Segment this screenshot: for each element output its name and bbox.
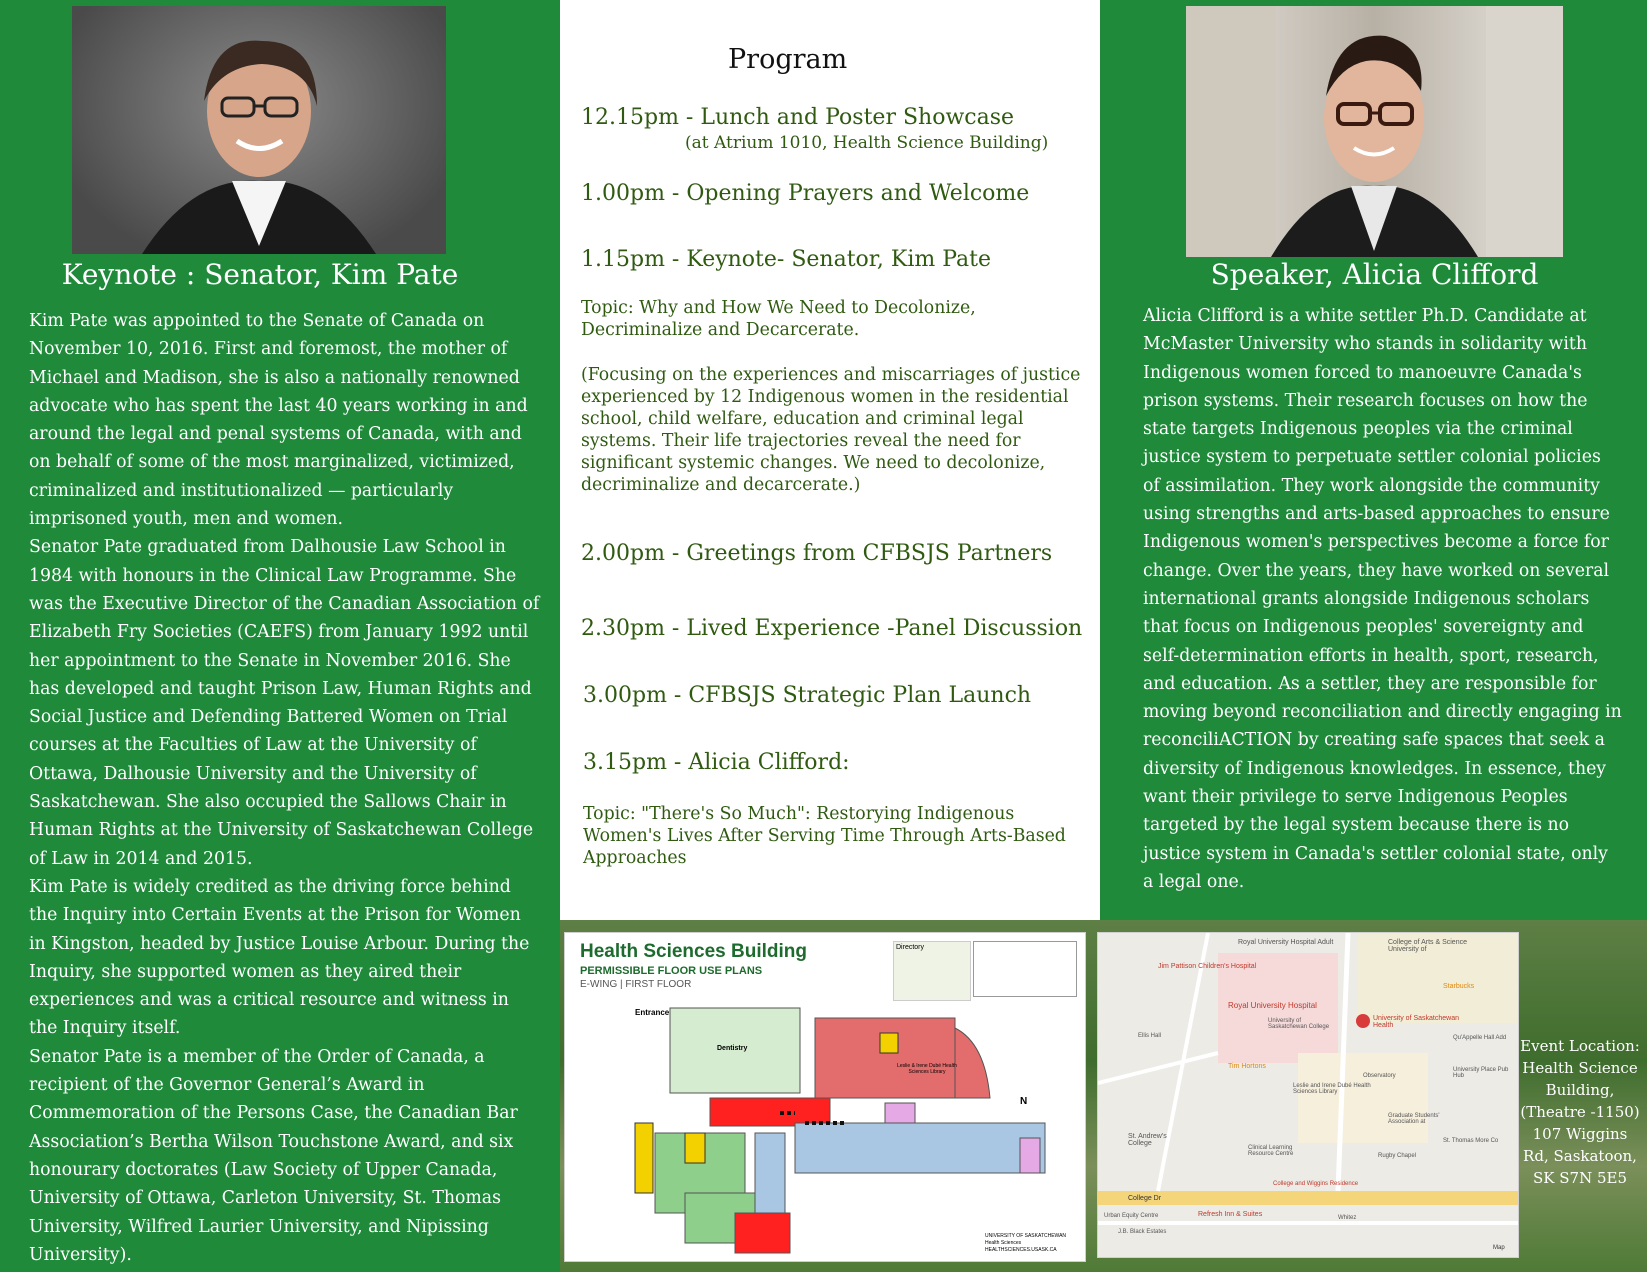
floor-map-entrance: Entrance xyxy=(635,1008,670,1017)
map-label: Tim Hortons xyxy=(1228,1063,1266,1070)
program-item-lunch-location: (at Atrium 1010, Health Science Building) xyxy=(685,133,1049,153)
floor-map-subtitle: PERMISSIBLE FLOOR USE PLANS xyxy=(580,965,763,977)
program-item-alicia: 3.15pm - Alicia Clifford: xyxy=(583,750,850,775)
map-label: St. Andrew's College xyxy=(1128,1133,1167,1147)
program-item-opening: 1.00pm - Opening Prayers and Welcome xyxy=(581,181,1030,206)
speaker-bio xyxy=(1143,302,1623,896)
program-item-keynote: 1.15pm - Keynote- Senator, Kim Pate xyxy=(581,247,992,272)
map-label: College of Arts & Science University of xyxy=(1388,939,1467,953)
floor-map-title: Health Sciences Building xyxy=(580,941,807,962)
map-label: Jim Pattison Children's Hospital xyxy=(1158,963,1257,970)
map-label: Royal University Hospital Adult xyxy=(1238,939,1334,946)
floor-map-dentistry: Dentistry xyxy=(717,1045,748,1052)
floor-map-wing: E-WING | FIRST FLOOR xyxy=(580,979,692,990)
map-label: Starbucks xyxy=(1443,983,1475,990)
map-label: College Dr xyxy=(1128,1195,1162,1202)
map-label: University Place Pub Hub xyxy=(1453,1067,1509,1079)
keynote-bio xyxy=(29,307,541,1269)
location-pin-icon xyxy=(1356,1014,1370,1028)
map-label: Urban Equity Centre xyxy=(1104,1213,1159,1219)
speaker-bio-paragraph: Alicia Clifford is a white settler Ph.D. Candidate at McMaster University who stands in solidarity with Indigenous women forced to manoeuvre Canada's prison systems. Their research focuses on how the state targets Indigenous peoples via the criminal justice system to perpetuate settler colonial policies of assimilation. They work alongside the community using strengths and arts-based approaches to ensure Indigenous women's perspectives become a force for change. Over the years, they have worked on several international grants alongside Indigenous scholars that focus on Indigenous peoples' sovereignty and self-determination efforts in health, sport, research, and education. As a settler, they are responsible for moving beyond reconciliation and directly engaging in reconciliACTION by creating safe spaces that seek a diversity of Indigenous knowledges. In essence, they want their privilege to serve Indigenous Peoples targeted by the legal system because there is no justice system in Canada's settler colonial state, only a legal one. xyxy=(1143,306,1622,892)
map-label: Ellis Hall xyxy=(1138,1033,1162,1039)
map-label: Graduate Students' Association at xyxy=(1388,1113,1440,1125)
kim-pate-photo xyxy=(72,6,446,254)
map-label: St. Thomas More Co xyxy=(1443,1138,1499,1144)
street-map xyxy=(1097,932,1519,1258)
map-label: Leslie and Irene Dubé Health Sciences Library xyxy=(1293,1083,1371,1095)
program-item-panel: 2.30pm - Lived Experience -Panel Discussion xyxy=(581,616,1083,641)
speaker-title: Speaker, Alicia Clifford xyxy=(1210,258,1539,291)
keynote-bio-paragraph: Kim Pate is widely credited as the driving force behind the Inquiry into Certain Events at the Prison for Women in Kingston, headed by Justice Louise Arbour. During the Inquiry, she supported women as they aired their experiences and was a critical resource and witness in the Inquiry itself. xyxy=(29,876,530,1039)
directory-label: Directory xyxy=(896,944,925,951)
keynote-bio-paragraph: Senator Pate is a member of the Order of Canada, a recipient of the Governor General’s Award in Commemoration of the Persons Case, the Canadian Bar Association’s Bertha Wilson Touchstone Award, and six honourary doctorates (Law Society of Upper Canada, University of Ottawa, Carleton University, St. Thomas University, Wilfred Laurier University, and Nipissing University). xyxy=(29,1046,518,1265)
street-map-drawing xyxy=(1098,933,1518,1257)
keynote-bio-paragraph: Senator Pate graduated from Dalhousie Law School in 1984 with honours in the Clinical Law Programme. She was the Executive Director of the Canadian Association of Elizabeth Fry Societies (CAEFS) from January 1992 until her appointment to the Senate in November 2016. She has developed and taught Prison Law, Human Rights and Social Justice and Defending Battered Women on Trial courses at the Faculties of Law at the University of Ottawa, Dalhousie University and the University of Saskatchewan. She also occupied the Sallows Chair in Human Rights at the University of Saskatchewan College of Law in 2014 and 2015. xyxy=(29,537,540,869)
program-item-greetings: 2.00pm - Greetings from CFBSJS Partners xyxy=(581,541,1053,566)
map-label: Rugby Chapel xyxy=(1378,1153,1417,1159)
map-label: University of Saskatchewan Health xyxy=(1373,1015,1459,1029)
program-keynote-topic: Topic: Why and How We Need to Decolonize, Decriminalize and Decarcerate. xyxy=(581,298,976,340)
map-label: Observatory xyxy=(1363,1073,1396,1079)
program-item-lunch: 12.15pm - Lunch and Poster Showcase xyxy=(581,105,1015,130)
keynote-title: Keynote : Senator, Kim Pate xyxy=(61,258,459,291)
map-label: University of Saskatchewan College xyxy=(1268,1018,1330,1030)
floor-map-library: Leslie & Irene Dubé Health Sciences Library xyxy=(897,1063,957,1075)
keynote-bio-paragraph: Kim Pate was appointed to the Senate of Canada on November 10, 2016. First and foremost, the mother of Michael and Madison, she is also a nationally renowned advocate who has spent the last 40 years working in and around the legal and penal systems of Canada, with and on behalf of some of the most marginalized, victimized, criminalized and institutionalized — particularly imprisoned youth, men and women. xyxy=(29,311,528,530)
map-label: Royal University Hospital xyxy=(1228,1001,1317,1010)
map-label: Clinical Learning Resource Centre xyxy=(1248,1145,1294,1157)
map-label: Qu'Appelle Hall Add xyxy=(1453,1035,1507,1041)
program-alicia-topic: Topic: "There's So Much": Restorying Indigenous Women's Lives After Serving Time Through Arts-Based Approaches xyxy=(583,804,1066,868)
map-label: Whitez xyxy=(1338,1215,1357,1221)
map-label: Map xyxy=(1493,1245,1505,1251)
map-label: College and Wiggins Residence xyxy=(1273,1181,1359,1187)
map-label: J.B. Black Estates xyxy=(1118,1229,1167,1235)
portrait-illustration xyxy=(72,6,446,254)
program-title: Program xyxy=(728,44,848,75)
map-label: Refresh Inn & Suites xyxy=(1198,1211,1263,1218)
event-location: Event Location: Health Science Building, (Theatre -1150) 107 Wiggins Rd, Saskatoon, SK S7N 5E5 xyxy=(1520,1037,1640,1187)
north-arrow-icon: N xyxy=(1020,1096,1028,1107)
program-item-strategic-plan: 3.00pm - CFBSJS Strategic Plan Launch xyxy=(583,683,1032,708)
alicia-clifford-photo xyxy=(1186,6,1563,257)
floor-plan-drawing xyxy=(565,933,1085,1261)
floor-map-footer: UNIVERSITY OF SASKATCHEWAN Health Sciences HEALTHSCIENCES.USASK.CA xyxy=(985,1233,1067,1253)
floor-plan-map xyxy=(564,932,1086,1262)
portrait-illustration xyxy=(1186,6,1563,257)
program-keynote-description: (Focusing on the experiences and miscarriages of justice experienced by 12 Indigenous women in the residential school, child welfare, education and criminal legal systems. Their life trajectories reveal the need for significant systemic changes. We need to decolonize, decriminalize and decarcerate.) xyxy=(581,365,1081,495)
